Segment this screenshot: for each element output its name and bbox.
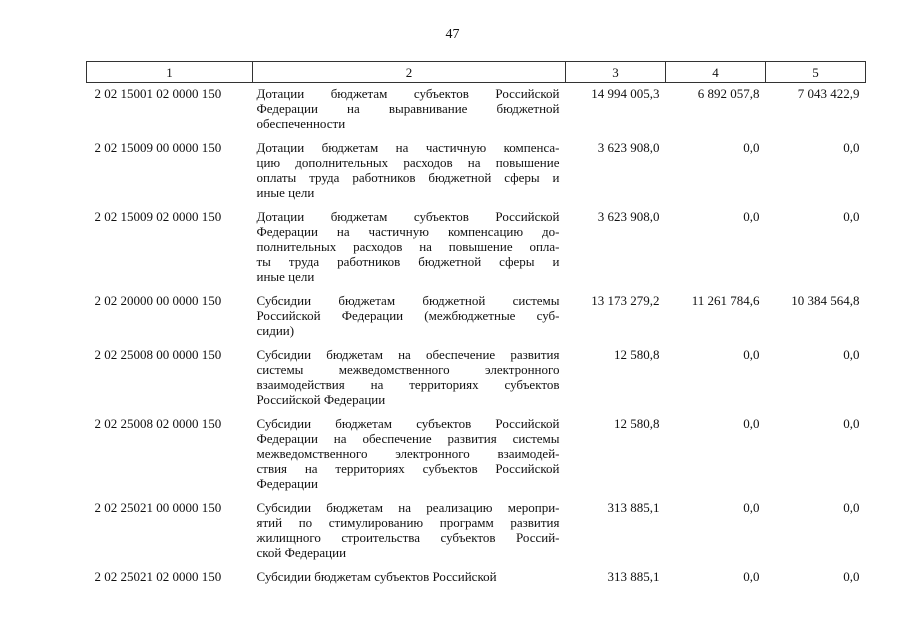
amount-v4: 0,0 [743,140,760,155]
budget-code: 2 02 25008 02 0000 150 [94,416,222,431]
amount-v3: 3 623 908,0 [597,140,660,155]
amount-v5: 7 043 422,9 [797,86,860,101]
budget-code: 2 02 15001 02 0000 150 [94,86,222,101]
description-line: ской Федерации [256,545,347,560]
budget-revenue-table [86,61,866,587]
budget-description [253,83,566,135]
description-line: Федерации [256,476,318,491]
budget-code: 2 02 15009 02 0000 150 [94,209,222,224]
description-line: Субсидии бюджетам субъектов Российской [256,416,560,431]
description-line: полнительных расходов на повышение опла- [256,239,560,254]
column-header-4: 4 [666,62,766,83]
description-line: Дотации бюджетам субъектов Российской [256,209,560,224]
budget-code: 2 02 20000 00 0000 150 [94,293,222,308]
amount-v4: 6 892 057,8 [697,86,760,101]
description-line: Федерации на обеспечение развития системы [256,431,560,446]
amount-v5: 0,0 [843,569,860,584]
description-line: Субсидии бюджетам на обеспечение развития [256,347,560,362]
amount-v5: 0,0 [843,500,860,515]
amount-v5: 10 384 564,8 [791,293,860,308]
budget-description [253,134,566,203]
amount-v4: 0,0 [743,347,760,362]
description-line: ты труда работников бюджетной сферы и [256,254,560,269]
description-line: Дотации бюджетам субъектов Российской [256,86,560,101]
budget-code: 2 02 25021 00 0000 150 [94,500,222,515]
budget-code: 2 02 25021 02 0000 150 [94,569,222,584]
table-row [87,203,866,287]
description-line: обеспеченности [256,116,346,131]
table-row [87,287,866,341]
description-line: оплаты труда работников бюджетной сферы и [256,170,560,185]
description-line: иные цели [256,185,315,200]
amount-v3: 13 173 279,2 [591,293,660,308]
description-line: ятий по стимулированию программ развития [256,515,560,530]
amount-v5: 0,0 [843,347,860,362]
column-header-1: 1 [87,62,253,83]
description-line: Федерации на частичную компенсацию до- [256,224,560,239]
amount-v5: 0,0 [843,416,860,431]
description-line: Российской Федерации [256,392,386,407]
description-line: иные цели [256,269,315,284]
amount-v3: 313 885,1 [607,569,660,584]
table-row [87,494,866,563]
table-row [87,83,866,135]
description-line: Субсидии бюджетам субъектов Российской [256,569,497,584]
amount-v4: 0,0 [743,500,760,515]
budget-description [253,341,566,410]
budget-description [253,410,566,494]
budget-description [253,203,566,287]
amount-v4: 0,0 [743,416,760,431]
amount-v3: 12 580,8 [614,416,660,431]
description-line: системы межведомственного электронного [256,362,560,377]
column-header-5: 5 [766,62,866,83]
table-row [87,341,866,410]
description-line: Субсидии бюджетам на реализацию меропри- [256,500,560,515]
budget-description [253,494,566,563]
description-line: жилищного строительства субъектов Россий- [256,530,560,545]
amount-v3: 14 994 005,3 [591,86,660,101]
budget-code: 2 02 15009 00 0000 150 [94,140,222,155]
page-number: 47 [445,27,460,42]
budget-description [253,287,566,341]
amount-v3: 313 885,1 [607,500,660,515]
amount-v5: 0,0 [843,140,860,155]
column-header-2: 2 [253,62,566,83]
amount-v4: 0,0 [743,209,760,224]
table-body [87,83,866,588]
amount-v5: 0,0 [843,209,860,224]
description-line: сидии) [256,323,295,338]
amount-v4: 11 261 784,6 [691,293,760,308]
amount-v4: 0,0 [743,569,760,584]
description-line: Дотации бюджетам на частичную компенса- [256,140,560,155]
table-row [87,563,866,587]
description-line: взаимодействия на территориях субъектов [256,377,560,392]
description-line: Российской Федерации (межбюджетные суб- [256,308,560,323]
amount-v3: 3 623 908,0 [597,209,660,224]
description-line: Субсидии бюджетам бюджетной системы [256,293,560,308]
description-line: Федерации на выравнивание бюджетной [256,101,560,116]
description-line: ствия на территориях субъектов Российской [256,461,560,476]
budget-code: 2 02 25008 00 0000 150 [94,347,222,362]
table-row [87,134,866,203]
amount-v3: 12 580,8 [614,347,660,362]
budget-description [253,563,566,587]
description-line: цию дополнительных расходов на повышение [256,155,560,170]
table-row [87,410,866,494]
column-header-3: 3 [566,62,666,83]
description-line: межведомственного электронного взаимодей- [256,446,560,461]
table-header [87,62,866,83]
